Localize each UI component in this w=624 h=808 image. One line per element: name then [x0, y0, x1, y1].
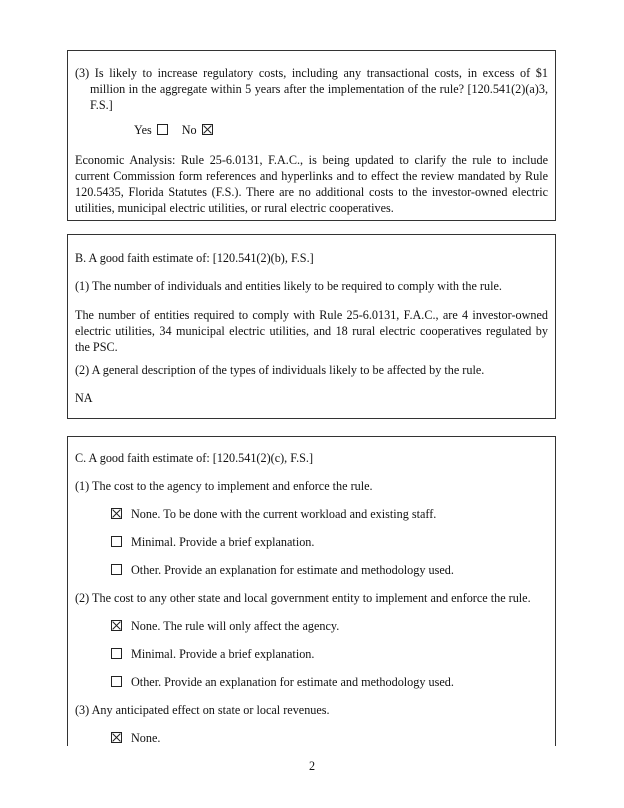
revenue-effect-none-checkbox[interactable] [111, 732, 122, 743]
agency-cost-minimal-checkbox[interactable] [111, 536, 122, 547]
no-label: No [181, 123, 197, 137]
section-b-question-2: (2) A general description of the types of individuals likely to be affected by the rule. [75, 363, 485, 377]
option-label: None. The rule will only affect the agency. [131, 619, 340, 633]
option-label: None. To be done with the current workload and existing staff. [131, 507, 437, 521]
yes-label: Yes [134, 123, 152, 137]
section-b-question-1: (1) The number of individuals and entities likely to be required to comply with the rule. [75, 279, 502, 293]
section-b-answer-2: NA [75, 391, 93, 405]
section-c-question-3: (3) Any anticipated effect on state or local revenues. [75, 703, 330, 717]
government-cost-option-none[interactable] [111, 618, 339, 634]
option-label: Other. Provide an explanation for estimate and methodology used. [131, 675, 454, 689]
agency-cost-option-none[interactable] [111, 506, 436, 522]
section-b-heading: B. A good faith estimate of: [120.541(2)(b), F.S.] [75, 251, 314, 265]
economic-analysis-text: Economic Analysis: Rule 25-6.0131, F.A.C., is being updated to clarify the rule to include current Commission form references and hyperlinks and to effect the review mandated by Rule 120.5435, Florida Statutes (F.S.). There are no additional costs to the investor-owned electric utilities, municipal electric utilities, or rural electric cooperatives. [75, 153, 548, 215]
option-label: None. [131, 731, 161, 745]
option-label: Minimal. Provide a brief explanation. [131, 535, 315, 549]
regulatory-costs-question: (3) Is likely to increase regulatory costs, including any transactional costs, in excess of $1 million in the aggregate within 5 years after the implementation of the rule? [120.541(2)(a)3, F.S.] [75, 66, 548, 112]
government-cost-option-other[interactable] [111, 674, 454, 690]
revenue-effect-option-none[interactable] [111, 730, 160, 746]
government-cost-none-checkbox[interactable] [111, 620, 122, 631]
government-cost-minimal-checkbox[interactable] [111, 648, 122, 659]
section-c-question-2: (2) The cost to any other state and local government entity to implement and enforce the rule. [75, 591, 531, 605]
section-c-heading: C. A good faith estimate of: [120.541(2)(c), F.S.] [75, 451, 313, 465]
section-c-question-1: (1) The cost to the agency to implement and enforce the rule. [75, 479, 373, 493]
section-b-answer-1: The number of entities required to comply with Rule 25-6.0131, F.A.C., are 4 investor-owned electric utilities, 34 municipal electric utilities, and 18 rural electric cooperatives regulated by the PSC. [75, 308, 548, 354]
agency-cost-none-checkbox[interactable] [111, 508, 122, 519]
agency-cost-option-other[interactable] [111, 562, 454, 578]
section-a-box [67, 50, 556, 221]
agency-cost-other-checkbox[interactable] [111, 564, 122, 575]
agency-cost-option-minimal[interactable] [111, 534, 314, 550]
option-label: Other. Provide an explanation for estimate and methodology used. [131, 563, 454, 577]
government-cost-other-checkbox[interactable] [111, 676, 122, 687]
yes-no-selector [134, 122, 227, 138]
government-cost-option-minimal[interactable] [111, 646, 314, 662]
section-b-box [67, 234, 556, 419]
page-number: 2 [308, 759, 316, 773]
option-label: Minimal. Provide a brief explanation. [131, 647, 315, 661]
no-checkbox[interactable] [202, 124, 213, 135]
section-c-box [67, 436, 556, 746]
yes-checkbox[interactable] [157, 124, 168, 135]
